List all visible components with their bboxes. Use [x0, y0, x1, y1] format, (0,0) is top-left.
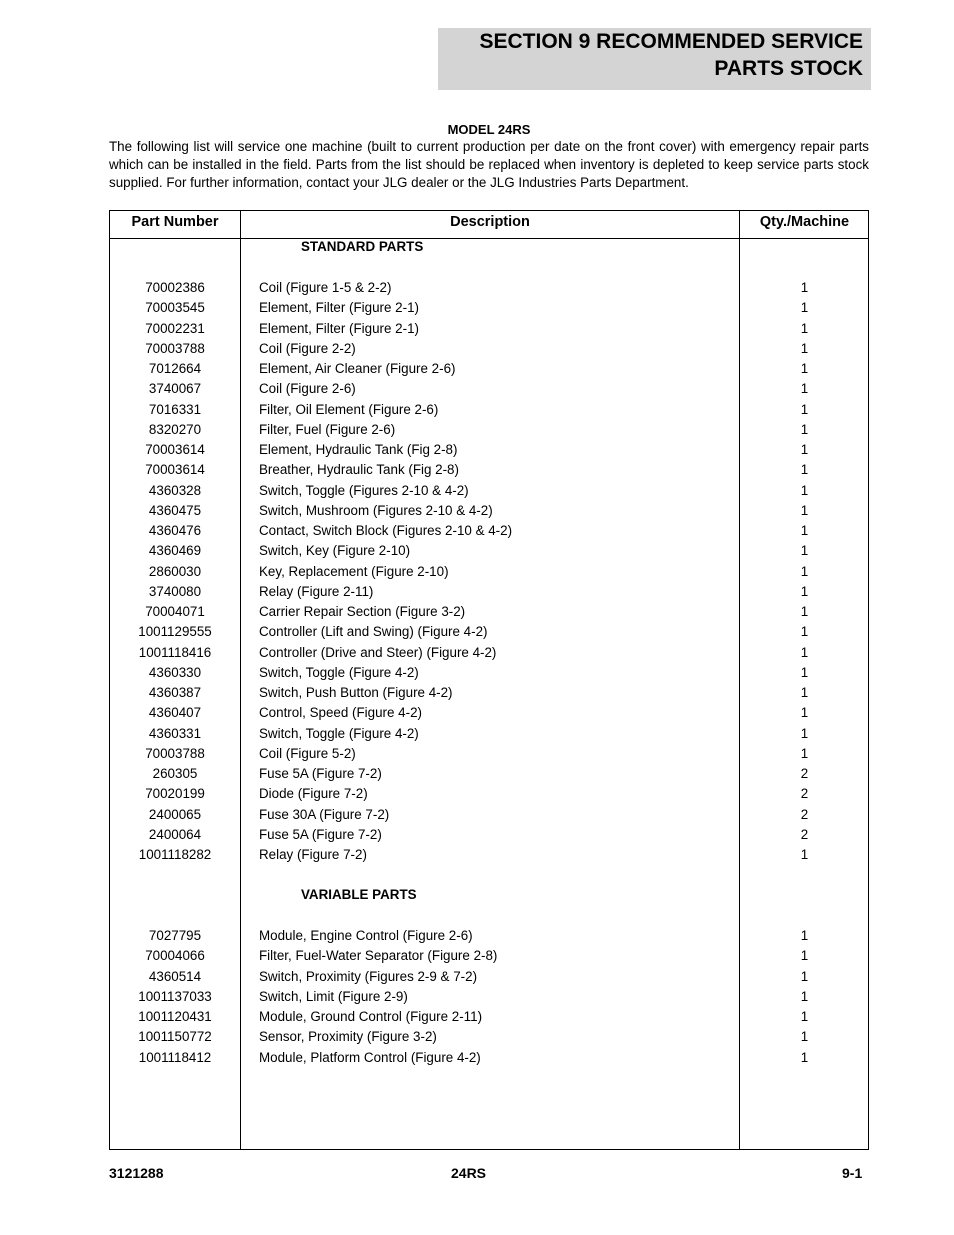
qty-cell: 1: [800, 644, 809, 660]
part-number-cell: 1001120431: [138, 1009, 212, 1024]
description-cell: Coil (Figure 2-6): [259, 381, 356, 397]
description-cell: Switch, Key (Figure 2-10): [259, 543, 411, 559]
part-number-cell: 7012664: [148, 361, 202, 376]
qty-cell: 1: [800, 1049, 809, 1065]
part-number-cell: 7027795: [148, 928, 202, 943]
qty-cell: 2: [800, 766, 809, 781]
part-number-cell: 4360469: [148, 543, 202, 559]
qty-cell: 1: [800, 502, 809, 518]
qty-cell: 1: [800, 847, 809, 862]
qty-cell: 1: [800, 664, 809, 680]
part-number-cell: 8320270: [148, 421, 202, 437]
description-cell: Element, Air Cleaner (Figure 2-6): [259, 361, 456, 376]
description-cell: Fuse 5A (Figure 7-2): [259, 766, 382, 781]
description-cell: Coil (Figure 5-2): [259, 745, 356, 761]
qty-cell: 1: [800, 523, 809, 538]
description-cell: Relay (Figure 2-11): [259, 583, 374, 599]
part-number-cell: 4360476: [148, 523, 202, 538]
description-cell: Sensor, Proximity (Figure 3-2): [259, 1029, 437, 1045]
part-number-cell: 1001129555: [138, 624, 212, 640]
part-number-cell: 1001137033: [138, 988, 212, 1004]
standard-parts-title: STANDARD PARTS: [301, 239, 424, 254]
part-number-cell: 70002231: [145, 320, 205, 336]
part-number-cell: 4360387: [148, 685, 202, 700]
description-cell: Controller (Lift and Swing) (Figure 4-2): [259, 624, 488, 640]
column-header-description: Description: [450, 214, 530, 230]
part-number-cell: 4360475: [148, 502, 202, 518]
description-cell: Module, Platform Control (Figure 4-2): [259, 1049, 481, 1065]
qty-cell: 1: [800, 705, 809, 721]
model-title: MODEL 24RS: [447, 122, 531, 137]
part-number-cell: 70003788: [145, 745, 205, 761]
qty-cell: 1: [800, 1009, 809, 1024]
part-number-cell: 4360514: [148, 968, 202, 984]
description-cell: Relay (Figure 7-2): [259, 847, 367, 862]
qty-cell: 1: [800, 482, 809, 498]
qty-cell: 1: [800, 583, 809, 599]
description-cell: Switch, Toggle (Figure 4-2): [259, 664, 419, 680]
qty-cell: 1: [800, 442, 809, 457]
section-title-line-1: SECTION 9 RECOMMENDED SERVICE: [479, 30, 863, 53]
qty-cell: 1: [800, 543, 809, 559]
part-number-cell: 70003545: [145, 300, 205, 316]
qty-cell: 2: [800, 826, 809, 842]
qty-cell: 1: [800, 624, 809, 640]
part-number-cell: 2400064: [148, 826, 202, 842]
part-number-cell: 1001150772: [138, 1029, 212, 1045]
description-cell: Element, Filter (Figure 2-1): [259, 320, 419, 336]
qty-cell: 1: [800, 300, 809, 316]
qty-cell: 1: [800, 320, 809, 336]
part-number-cell: 1001118282: [138, 847, 212, 862]
part-number-cell: 70002386: [145, 280, 205, 295]
column-header-qty: Qty./Machine: [759, 214, 850, 230]
qty-cell: 1: [800, 381, 809, 397]
section-title-line-2: PARTS STOCK: [714, 57, 863, 80]
part-number-cell: 70004066: [145, 948, 205, 964]
description-cell: Filter, Fuel (Figure 2-6): [259, 421, 396, 437]
qty-cell: 1: [800, 928, 809, 943]
footer-doc-number: 3121288: [109, 1165, 164, 1181]
part-number-cell: 70003788: [145, 340, 205, 356]
part-number-cell: 4360330: [148, 664, 202, 680]
part-number-cell: 260305: [152, 766, 198, 781]
description-cell: Fuse 5A (Figure 7-2): [259, 826, 382, 842]
description-cell: Coil (Figure 2-2): [259, 340, 356, 356]
description-cell: Switch, Toggle (Figure 4-2): [259, 725, 419, 741]
section-header: [438, 28, 871, 90]
description-cell: Key, Replacement (Figure 2-10): [259, 563, 449, 579]
part-number-cell: 4360328: [148, 482, 202, 498]
footer-model: 24RS: [451, 1165, 487, 1181]
part-number-cell: 7016331: [148, 401, 202, 417]
qty-cell: 1: [800, 1029, 809, 1045]
part-number-cell: 3740067: [148, 381, 202, 397]
description-cell: Fuse 30A (Figure 7-2): [259, 806, 390, 822]
description-cell: Switch, Proximity (Figures 2-9 & 7-2): [259, 968, 478, 984]
intro-paragraph: The following list will service one machine (built to current production per date on the front cover) with emergency repair parts which can be installed in the field. Parts from the list should be replaced when inventory is depleted to keep service parts stock supplied. For further information, contact your JLG dealer or the JLG Industries Parts Department.: [109, 139, 869, 190]
description-cell: Element, Hydraulic Tank (Fig 2-8): [259, 442, 458, 457]
description-cell: Module, Ground Control (Figure 2-11): [259, 1009, 483, 1024]
description-cell: Module, Engine Control (Figure 2-6): [259, 928, 473, 943]
qty-cell: 1: [800, 725, 809, 741]
description-cell: Switch, Push Button (Figure 4-2): [259, 685, 453, 700]
variable-parts-title: VARIABLE PARTS: [301, 887, 417, 902]
qty-cell: 1: [800, 745, 809, 761]
part-number-cell: 4360331: [148, 725, 202, 741]
description-cell: Filter, Fuel-Water Separator (Figure 2-8): [259, 948, 498, 964]
column-divider: [240, 210, 241, 1150]
qty-cell: 1: [800, 361, 809, 376]
part-number-cell: 3740080: [148, 583, 202, 599]
description-cell: Switch, Toggle (Figures 2-10 & 4-2): [259, 482, 469, 498]
qty-cell: 1: [800, 280, 809, 295]
footer-page-number: 9-1: [842, 1165, 863, 1181]
qty-cell: 1: [800, 604, 809, 619]
part-number-cell: 1001118412: [138, 1049, 212, 1065]
description-cell: Breather, Hydraulic Tank (Fig 2-8): [259, 462, 459, 478]
description-cell: Contact, Switch Block (Figures 2-10 & 4-2): [259, 523, 513, 538]
description-cell: Control, Speed (Figure 4-2): [259, 705, 422, 721]
description-cell: Controller (Drive and Steer) (Figure 4-2): [259, 644, 497, 660]
description-cell: Diode (Figure 7-2): [259, 786, 368, 802]
description-cell: Carrier Repair Section (Figure 3-2): [259, 604, 466, 619]
description-cell: Filter, Oil Element (Figure 2-6): [259, 401, 439, 417]
description-cell: Element, Filter (Figure 2-1): [259, 300, 419, 316]
qty-cell: 1: [800, 685, 809, 700]
part-number-cell: 1001118416: [138, 644, 212, 660]
qty-cell: 2: [800, 806, 809, 822]
part-number-cell: 70004071: [145, 604, 205, 619]
table-header-rule: [109, 238, 869, 239]
qty-cell: 1: [800, 340, 809, 356]
description-cell: Coil (Figure 1-5 & 2-2): [259, 280, 392, 295]
part-number-cell: 70003614: [145, 442, 205, 457]
qty-cell: 1: [800, 401, 809, 417]
part-number-cell: 70003614: [145, 462, 205, 478]
column-header-part-number: Part Number: [131, 214, 219, 230]
qty-cell: 1: [800, 988, 809, 1004]
part-number-cell: 2860030: [148, 563, 202, 579]
qty-cell: 1: [800, 968, 809, 984]
qty-cell: 1: [800, 421, 809, 437]
qty-cell: 1: [800, 563, 809, 579]
part-number-cell: 4360407: [148, 705, 202, 721]
description-cell: Switch, Limit (Figure 2-9): [259, 988, 408, 1004]
qty-cell: 1: [800, 948, 809, 964]
description-cell: Switch, Mushroom (Figures 2-10 & 4-2): [259, 502, 493, 518]
qty-cell: 1: [800, 462, 809, 478]
part-number-cell: 2400065: [148, 806, 202, 822]
part-number-cell: 70020199: [145, 786, 205, 802]
qty-cell: 2: [800, 786, 809, 802]
